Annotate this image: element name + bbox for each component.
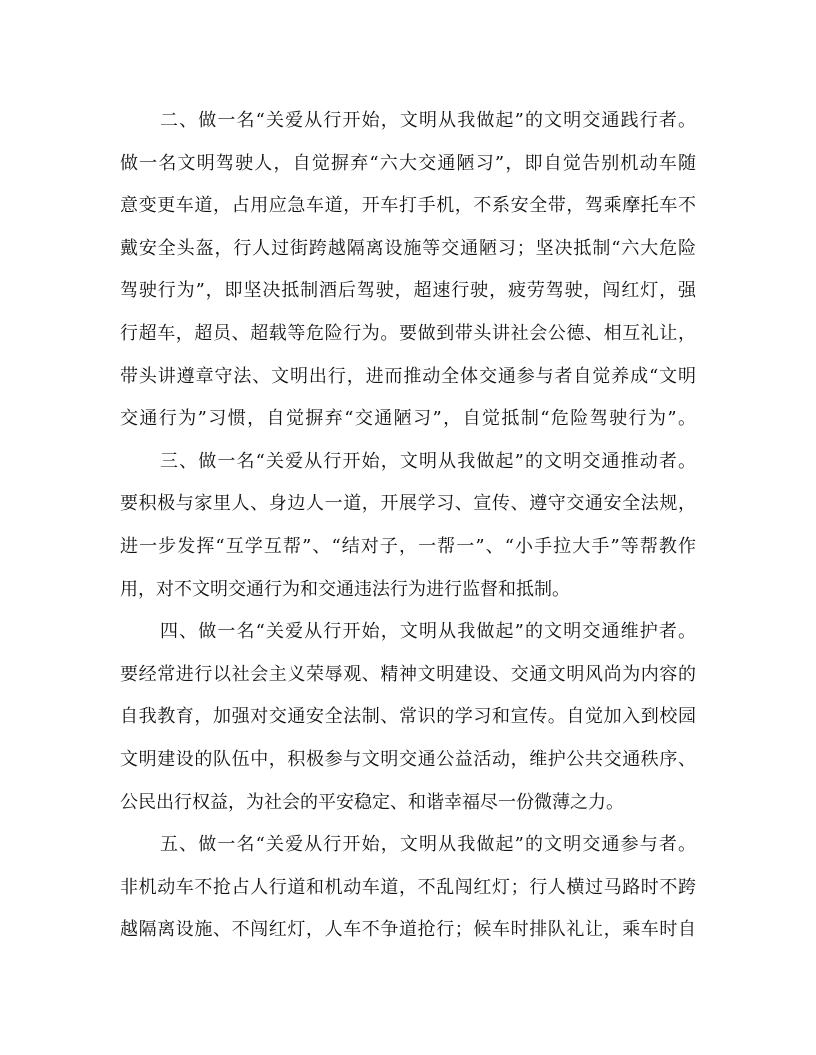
paragraph-line: 文明建设的队伍中，积极参与文明交通公益活动，维护公共交通秩序、	[120, 748, 696, 770]
paragraph-line: 公民出行权益，为社会的平安稳定、和谐幸福尽一份微薄之力。	[120, 791, 624, 813]
paragraph-maintainer	[120, 611, 696, 824]
paragraph-heading-line: 三、做一名“关爱从行开始，文明从我做起”的文明交通推动者。	[160, 450, 696, 472]
paragraph-heading-line: 二、做一名“关爱从行开始，文明从我做起”的文明交通践行者。	[160, 110, 696, 131]
paragraph-line: 用，对不文明交通行为和交通违法行为进行监督和抵制。	[120, 578, 570, 600]
paragraph-participant	[120, 824, 696, 952]
paragraph-heading-line: 五、做一名“关爱从行开始，文明从我做起”的文明交通参与者。	[160, 834, 696, 856]
paragraph-line: 要积极与家里人、身边人一道，开展学习、宣传、遵守交通安全法规，	[120, 493, 696, 515]
paragraph-line: 越隔离设施、不闯红灯，人车不争道抢行；候车时排队礼让，乘车时自	[120, 919, 696, 941]
paragraph-line: 交通行为”习惯，自觉摒弃“交通陋习”，自觉抵制“危险驾驶行为”。	[120, 408, 696, 430]
paragraph-line: 自我教育，加强对交通安全法制、常识的学习和宣传。自觉加入到校园	[120, 706, 696, 728]
paragraph-line: 戴安全头盔，行人过街跨越隔离设施等交通陋习；坚决抵制“六大危险	[120, 237, 696, 259]
document-body	[120, 100, 696, 952]
paragraph-line: 非机动车不抢占人行道和机动车道，不乱闯红灯；行人横过马路时不跨	[120, 876, 696, 898]
paragraph-line: 驾驶行为”，即坚决抵制酒后驾驶，超速行驶，疲劳驾驶，闯红灯，强	[120, 280, 696, 302]
paragraph-promoter	[120, 441, 696, 611]
paragraph-line: 意变更车道，占用应急车道，开车打手机，不系安全带，驾乘摩托车不	[120, 195, 696, 217]
paragraph-practitioner	[120, 100, 696, 441]
paragraph-line: 行超车，超员、超载等危险行为。要做到带头讲社会公德、相互礼让，	[120, 322, 696, 344]
paragraph-heading-line: 四、做一名“关爱从行开始，文明从我做起”的文明交通维护者。	[160, 621, 696, 643]
paragraph-line: 做一名文明驾驶人，自觉摒弃“六大交通陋习”，即自觉告别机动车随	[120, 152, 696, 174]
paragraph-line: 要经常进行以社会主义荣辱观、精神文明建设、交通文明风尚为内容的	[120, 663, 696, 685]
paragraph-line: 带头讲遵章守法、文明出行，进而推动全体交通参与者自觉养成“文明	[120, 365, 696, 387]
paragraph-line: 进一步发挥“互学互帮”、“结对子，一帮一”、“小手拉大手”等帮教作	[120, 535, 696, 557]
